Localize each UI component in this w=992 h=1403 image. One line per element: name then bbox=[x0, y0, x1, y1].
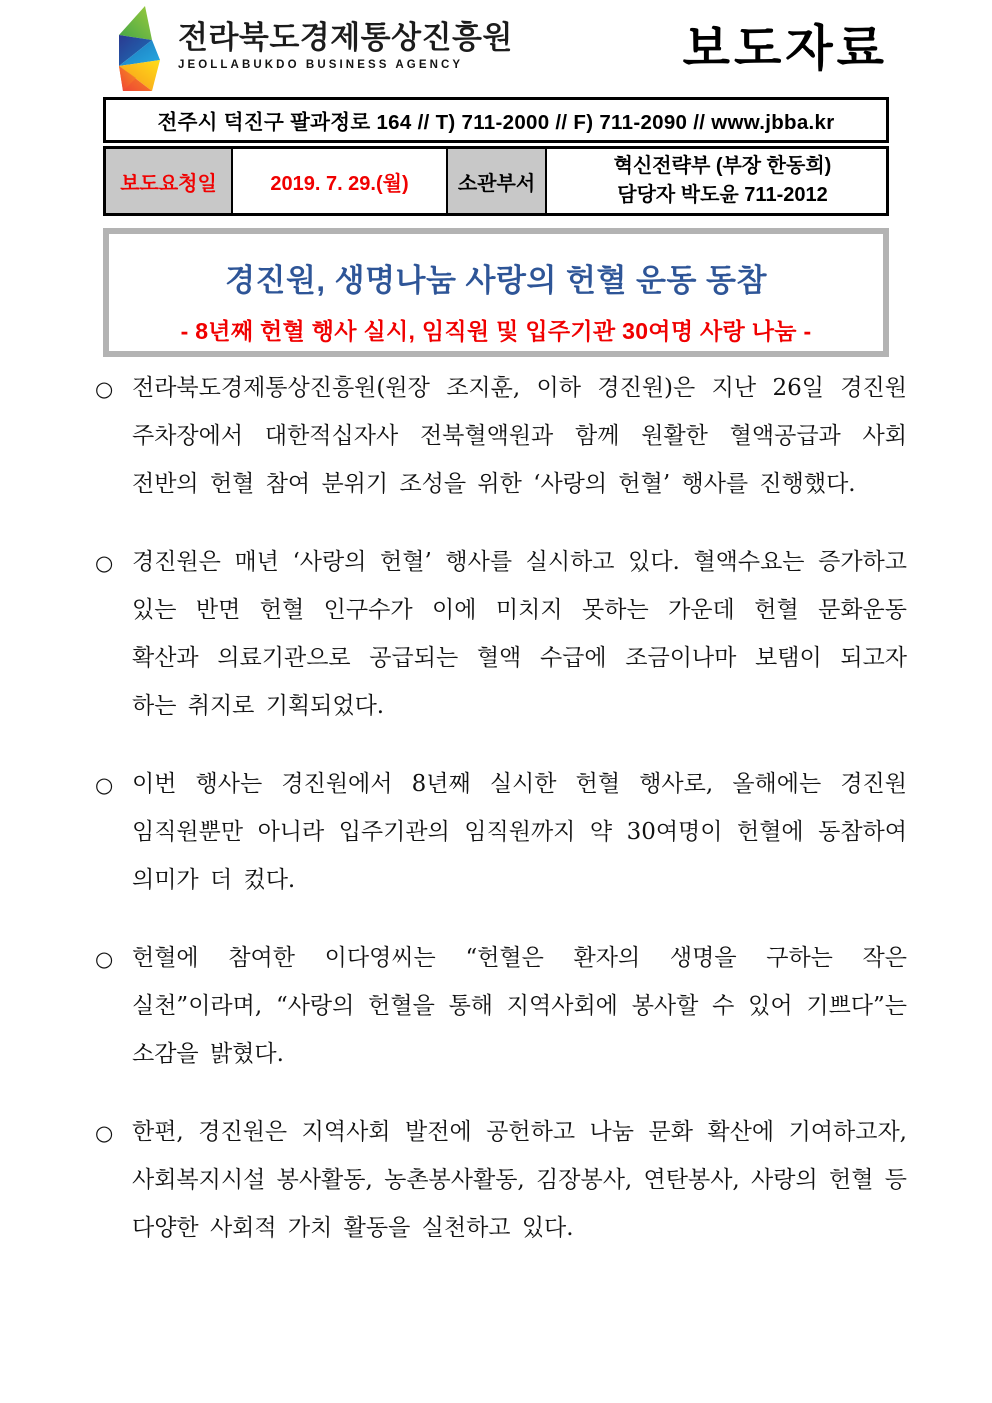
bullet-circle-icon: ○ bbox=[95, 551, 114, 575]
department-label: 소관부서 bbox=[448, 149, 547, 213]
bullet-circle-icon: ○ bbox=[95, 377, 114, 401]
agency-logo-icon bbox=[106, 3, 170, 93]
paragraph-1-text: 전라북도경제통상진흥원(원장 조지훈, 이하 경진원)은 지난 26일 경진원 주차장에서 대한적십자사 전북혈액원과 함께 원활한 혈액공급과 사회 전반의 헌혈 참여 분위기 조성을 위한 ‘사랑의 헌혈’ 행사를 진행했다. bbox=[132, 375, 907, 497]
paragraph-3 bbox=[95, 760, 907, 904]
bullet-circle-icon: ○ bbox=[95, 773, 114, 797]
agency-logo bbox=[106, 3, 513, 93]
agency-name-english: JEOLLABUKDO BUSINESS AGENCY bbox=[178, 59, 464, 71]
headline-title: 경진원, 생명나눔 사랑의 헌혈 운동 동참 bbox=[225, 263, 767, 298]
request-date-label: 보도요청일 bbox=[106, 149, 233, 213]
department-value bbox=[547, 149, 886, 213]
document-type-title: 보도자료 bbox=[682, 22, 888, 76]
paragraph-1 bbox=[95, 364, 907, 508]
address-contact-bar bbox=[103, 97, 889, 143]
agency-name bbox=[178, 3, 513, 71]
paragraph-4-text: 헌혈에 참여한 이다영씨는 “헌혈은 환자의 생명을 구하는 작은 실천”이라며, “사랑의 헌혈을 통해 지역사회에 봉사할 수 있어 기쁘다”는 소감을 밝혔다. bbox=[132, 945, 907, 1067]
paragraph-2 bbox=[95, 538, 907, 730]
headline-subtitle: - 8년째 헌혈 행사 실시, 임직원 및 입주기관 30여명 사랑 나눔 - bbox=[180, 318, 812, 344]
paragraph-5-text: 한편, 경진원은 지역사회 발전에 공헌하고 나눔 문화 확산에 기여하고자, 사회복지시설 봉사활동, 농촌봉사활동, 김장봉사, 연탄봉사, 사랑의 헌혈 등 다양한 사회적 가치 활동을 실천하고 있다. bbox=[132, 1119, 907, 1241]
request-date-value: 2019. 7. 29.(월) bbox=[233, 149, 448, 213]
paragraph-5 bbox=[95, 1108, 907, 1252]
department-line1: 혁신전략부 (부장 한동희) bbox=[613, 155, 832, 177]
agency-name-korean: 전라북도경제통상진흥원 bbox=[178, 20, 513, 55]
paragraph-4 bbox=[95, 934, 907, 1078]
department-line2: 담당자 박도윤 711-2012 bbox=[617, 184, 828, 206]
press-info-table bbox=[103, 146, 889, 216]
bullet-circle-icon: ○ bbox=[95, 1121, 114, 1145]
paragraph-2-text: 경진원은 매년 ‘사랑의 헌혈’ 행사를 실시하고 있다. 혈액수요는 증가하고 있는 반면 헌혈 인구수가 이에 미치지 못하는 가운데 헌혈 문화운동 확산과 의료기관으로 공급되는 혈액 수급에 조금이나마 보탬이 되고자 하는 취지로 기획되었다. bbox=[132, 549, 907, 719]
address-contact-text: 전주시 덕진구 팔과정로 164 // T) 711-2000 // F) 711-2090 // www.jbba.kr bbox=[157, 111, 835, 134]
press-release-body bbox=[95, 364, 907, 1282]
bullet-circle-icon: ○ bbox=[95, 947, 114, 971]
headline-box bbox=[103, 228, 889, 357]
paragraph-3-text: 이번 행사는 경진원에서 8년째 실시한 헌혈 행사로, 올해에는 경진원 임직원뿐만 아니라 입주기관의 임직원까지 약 30여명이 헌혈에 동참하여 의미가 더 컸다. bbox=[132, 771, 907, 893]
